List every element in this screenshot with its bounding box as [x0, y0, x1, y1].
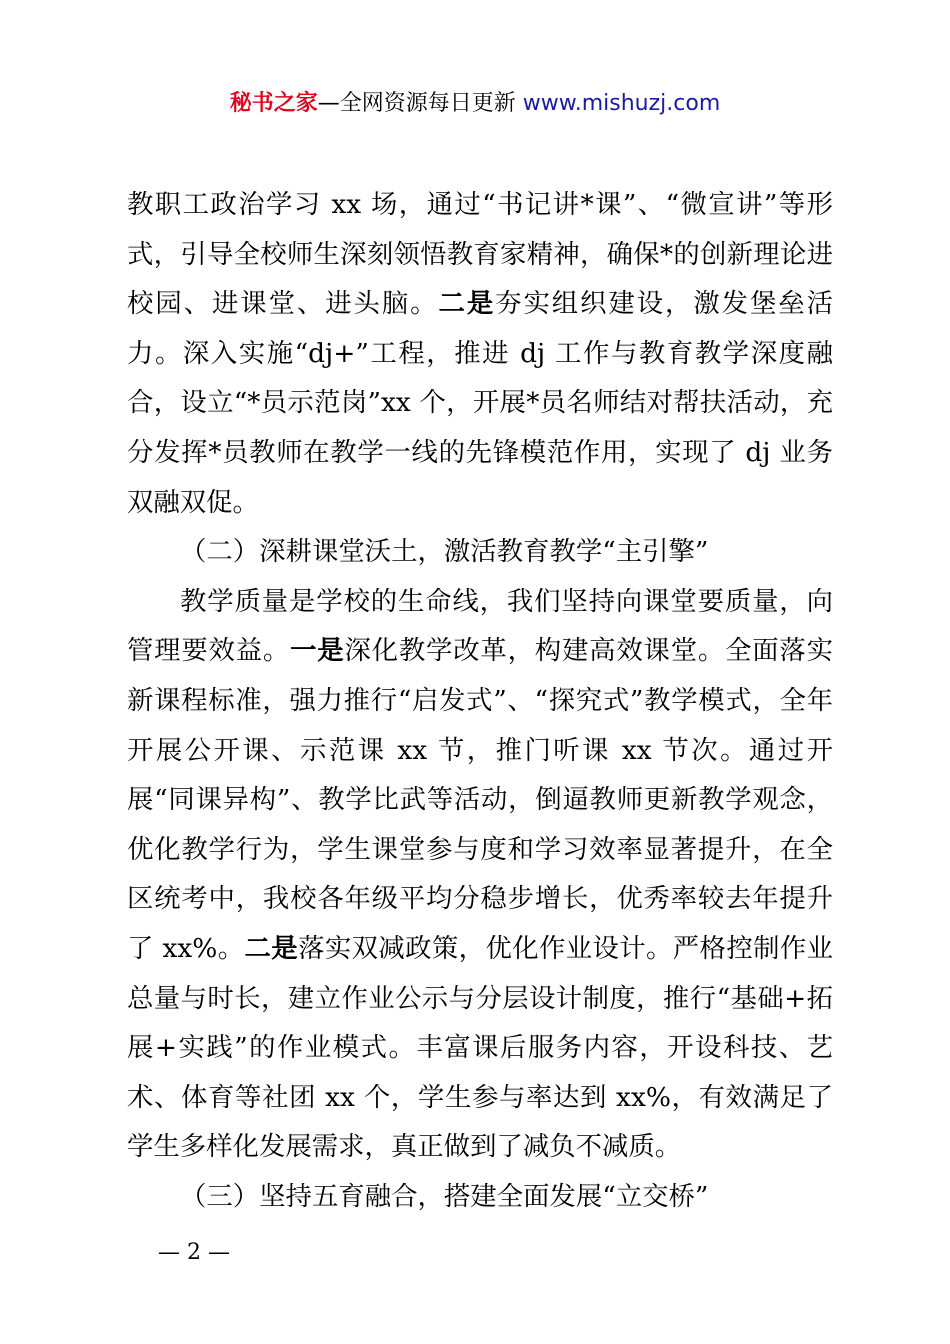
paragraph-2 — [127, 577, 833, 1172]
paragraph-1 — [127, 180, 833, 527]
paragraph-2-emphasis-1: 一是 — [290, 635, 345, 667]
paragraph-2-emphasis-2: 二是 — [244, 932, 299, 964]
paragraph-2-text-c: 深化教学改革，构建高效课堂。全面落实新课程标准，强力推行“启发式”、“探究式”教学模式，全年开展公开课、示范课 xx 节，推门听课 xx 节次。通过开展“同课异构”、教学比武等活动，倒逼教师更新教学观念，优化教学行为，学生课堂参与度和学习效率显著提升，在全区统考中，我校各年级平均分稳步增长，优秀率较去年提升了 xx%。 — [127, 635, 834, 964]
section-heading-2: （二）深耕课堂沃土，激活教育教学“主引擎” — [180, 536, 709, 568]
site-watermark-header — [0, 86, 950, 122]
paragraph-1-text-a: 教职工政治学习 xx 场，通过“书记讲*课”、“微宣讲”等形式，引导全校师生深刻领悟教育家精神，确保*的创新理论进校园、进课堂、进头脑。 — [127, 189, 833, 320]
site-slogan: —全网资源每日更新 — [317, 91, 523, 116]
document-body — [127, 180, 833, 1221]
paragraph-2-text-a: 教学质量是学校的生命线，我们坚持向课堂要质量，向管理要效益。 — [127, 585, 833, 667]
paragraph-1-emphasis: 二是 — [438, 288, 496, 320]
site-url[interactable]: www.mishuzj.com — [522, 91, 721, 116]
site-brand: 秘书之家 — [229, 91, 318, 116]
paragraph-1-text-c: 夯实组织建设，激发堡垒活力。深入实施“dj+”工程，推进 dj 工作与教育教学深度融合，设立“*员示范岗”xx 个，开展*员名师结对帮扶活动，充分发挥*员教师在教学一线的先锋模范作用，实现了 dj 业务双融双促。 — [127, 288, 834, 518]
section-heading-3: （三）坚持五育融合，搭建全面发展“立交桥” — [180, 1180, 709, 1212]
paragraph-2-text-e: 落实双减政策，优化作业设计。严格控制作业总量与时长，建立作业公示与分层设计制度，推行“基础+拓展+实践”的作业模式。丰富课后服务内容，开设科技、艺术、体育等社团 xx 个，学生参与率达到 xx%，有效满足了学生多样化发展需求，真正做到了减负不减质。 — [127, 932, 834, 1163]
page-number: — 2 — — [158, 1240, 230, 1265]
